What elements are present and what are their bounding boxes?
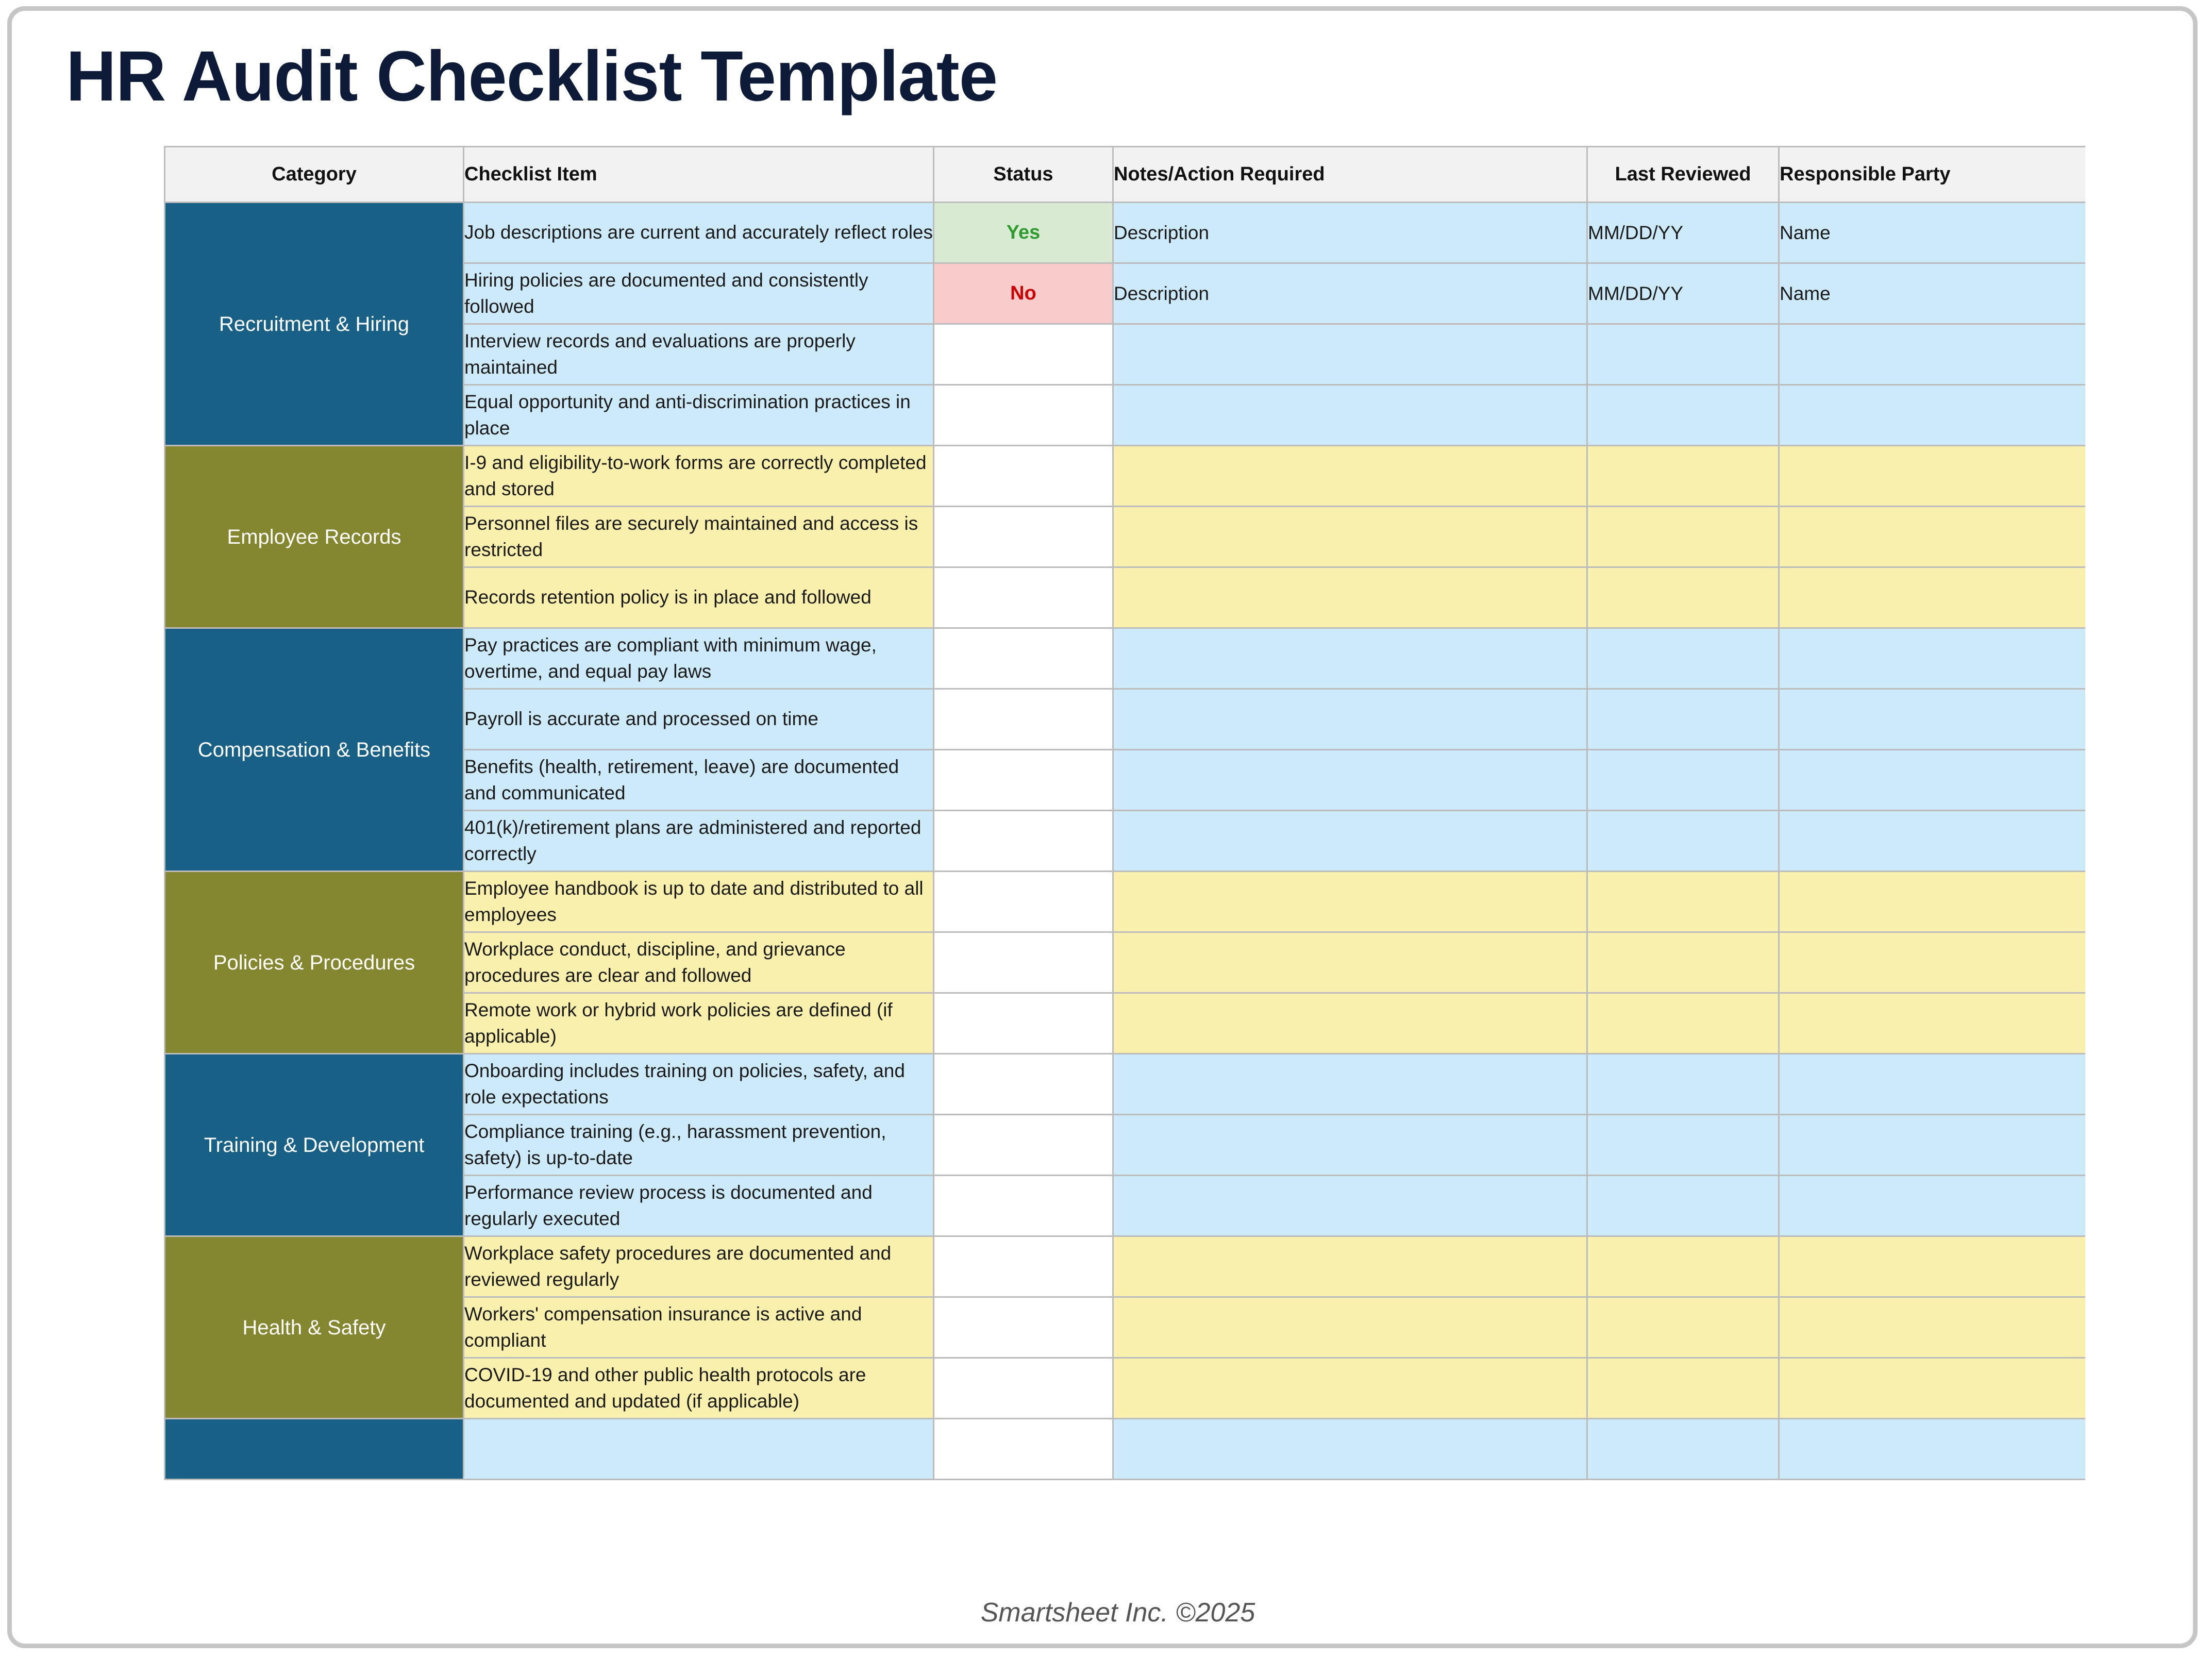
- header-row: [165, 147, 2086, 203]
- table-row: [165, 446, 2086, 507]
- last-reviewed-cell[interactable]: [1587, 628, 1779, 689]
- checklist-item-cell[interactable]: Benefits (health, retirement, leave) are documented and communicated: [464, 750, 934, 811]
- last-reviewed-cell[interactable]: [1587, 750, 1779, 811]
- last-reviewed-cell[interactable]: [1587, 1358, 1779, 1419]
- status-cell[interactable]: [934, 1358, 1113, 1419]
- notes-cell[interactable]: [1113, 324, 1587, 385]
- notes-cell[interactable]: [1113, 811, 1587, 872]
- last-reviewed-cell[interactable]: [1587, 872, 1779, 932]
- category-cell: [165, 1419, 464, 1480]
- table-row: [165, 1419, 2086, 1480]
- footer-copyright: Smartsheet Inc. ©2025: [980, 1598, 1255, 1628]
- responsible-party-cell[interactable]: [1779, 507, 2086, 567]
- category-cell: Recruitment & Hiring: [165, 203, 464, 446]
- column-header-last-reviewed: Last Reviewed: [1587, 147, 1779, 203]
- notes-cell[interactable]: [1113, 1297, 1587, 1358]
- responsible-party-cell[interactable]: [1779, 628, 2086, 689]
- responsible-party-cell[interactable]: [1779, 1236, 2086, 1297]
- checklist-item-cell[interactable]: Interview records and evaluations are properly maintained: [464, 324, 934, 385]
- last-reviewed-cell[interactable]: [1587, 567, 1779, 628]
- checklist-item-cell[interactable]: Personnel files are securely maintained and access is restricted: [464, 507, 934, 567]
- responsible-party-cell[interactable]: [1779, 872, 2086, 932]
- status-cell[interactable]: [934, 1419, 1113, 1480]
- responsible-party-cell[interactable]: [1779, 993, 2086, 1054]
- responsible-party-cell[interactable]: Name: [1779, 203, 2086, 263]
- table-row: [165, 1054, 2086, 1115]
- responsible-party-cell[interactable]: [1779, 1419, 2086, 1480]
- checklist-item-cell[interactable]: [464, 1419, 934, 1480]
- column-header-checklist-item: Checklist Item: [464, 147, 934, 203]
- status-cell[interactable]: [934, 993, 1113, 1054]
- responsible-party-cell[interactable]: [1779, 932, 2086, 993]
- status-cell[interactable]: [934, 385, 1113, 446]
- last-reviewed-cell[interactable]: [1587, 993, 1779, 1054]
- category-cell: Policies & Procedures: [165, 872, 464, 1054]
- checklist-item-cell[interactable]: COVID-19 and other public health protocols are documented and updated (if applicable): [464, 1358, 934, 1419]
- table-header: [165, 147, 2086, 203]
- responsible-party-cell[interactable]: [1779, 1358, 2086, 1419]
- last-reviewed-cell[interactable]: [1587, 689, 1779, 750]
- status-cell[interactable]: [934, 750, 1113, 811]
- last-reviewed-cell[interactable]: [1587, 932, 1779, 993]
- status-cell[interactable]: [934, 872, 1113, 932]
- last-reviewed-cell[interactable]: [1587, 446, 1779, 507]
- notes-cell[interactable]: [1113, 1115, 1587, 1176]
- page-title: HR Audit Checklist Template: [66, 37, 998, 116]
- responsible-party-cell[interactable]: [1779, 567, 2086, 628]
- notes-cell[interactable]: [1113, 750, 1587, 811]
- responsible-party-cell[interactable]: [1779, 750, 2086, 811]
- table-row: [165, 1236, 2086, 1297]
- status-cell[interactable]: Yes: [934, 203, 1113, 263]
- notes-cell[interactable]: Description: [1113, 263, 1587, 324]
- responsible-party-cell[interactable]: [1779, 689, 2086, 750]
- column-header-status: Status: [934, 147, 1113, 203]
- responsible-party-cell[interactable]: [1779, 1054, 2086, 1115]
- responsible-party-cell[interactable]: [1779, 385, 2086, 446]
- status-cell[interactable]: [934, 507, 1113, 567]
- status-cell[interactable]: [934, 446, 1113, 507]
- notes-cell[interactable]: [1113, 1236, 1587, 1297]
- responsible-party-cell[interactable]: [1779, 1115, 2086, 1176]
- last-reviewed-cell[interactable]: [1587, 507, 1779, 567]
- responsible-party-cell[interactable]: [1779, 446, 2086, 507]
- last-reviewed-cell[interactable]: MM/DD/YY: [1587, 203, 1779, 263]
- notes-cell[interactable]: [1113, 628, 1587, 689]
- status-cell[interactable]: No: [934, 263, 1113, 324]
- table-row: [165, 872, 2086, 932]
- notes-cell[interactable]: [1113, 932, 1587, 993]
- status-cell[interactable]: [934, 324, 1113, 385]
- responsible-party-cell[interactable]: [1779, 1176, 2086, 1236]
- hr-audit-checklist-table: [164, 146, 2085, 1480]
- table-row: [165, 203, 2086, 263]
- status-cell[interactable]: [934, 1236, 1113, 1297]
- last-reviewed-cell[interactable]: [1587, 1419, 1779, 1480]
- page-frame: [7, 6, 2198, 1648]
- notes-cell[interactable]: [1113, 689, 1587, 750]
- notes-cell[interactable]: [1113, 1358, 1587, 1419]
- notes-cell[interactable]: [1113, 385, 1587, 446]
- checklist-item-cell[interactable]: Workplace safety procedures are documented and reviewed regularly: [464, 1236, 934, 1297]
- status-cell[interactable]: [934, 1176, 1113, 1236]
- checklist-item-cell[interactable]: Hiring policies are documented and consistently followed: [464, 263, 934, 324]
- notes-cell[interactable]: [1113, 1419, 1587, 1480]
- notes-cell[interactable]: [1113, 872, 1587, 932]
- checklist-item-cell[interactable]: Performance review process is documented and regularly executed: [464, 1176, 934, 1236]
- responsible-party-cell[interactable]: [1779, 324, 2086, 385]
- responsible-party-cell[interactable]: Name: [1779, 263, 2086, 324]
- status-cell[interactable]: [934, 932, 1113, 993]
- checklist-item-cell[interactable]: Remote work or hybrid work policies are defined (if applicable): [464, 993, 934, 1054]
- column-header-responsible-party: Responsible Party: [1779, 147, 2086, 203]
- status-cell[interactable]: [934, 1297, 1113, 1358]
- responsible-party-cell[interactable]: [1779, 1297, 2086, 1358]
- last-reviewed-cell[interactable]: MM/DD/YY: [1587, 263, 1779, 324]
- category-cell: Compensation & Benefits: [165, 628, 464, 872]
- checklist-item-cell[interactable]: Onboarding includes training on policies, safety, and role expectations: [464, 1054, 934, 1115]
- status-cell[interactable]: [934, 628, 1113, 689]
- column-header-notes: Notes/Action Required: [1113, 147, 1587, 203]
- table-row: [165, 628, 2086, 689]
- notes-cell[interactable]: [1113, 507, 1587, 567]
- checklist-item-cell[interactable]: I-9 and eligibility-to-work forms are correctly completed and stored: [464, 446, 934, 507]
- status-cell[interactable]: [934, 811, 1113, 872]
- checklist-table-container: [164, 146, 2085, 1536]
- notes-cell[interactable]: [1113, 567, 1587, 628]
- checklist-item-cell[interactable]: 401(k)/retirement plans are administered and reported correctly: [464, 811, 934, 872]
- notes-cell[interactable]: [1113, 993, 1587, 1054]
- category-cell: Training & Development: [165, 1054, 464, 1236]
- last-reviewed-cell[interactable]: [1587, 1236, 1779, 1297]
- last-reviewed-cell[interactable]: [1587, 811, 1779, 872]
- status-cell[interactable]: [934, 1054, 1113, 1115]
- checklist-item-cell[interactable]: Compliance training (e.g., harassment prevention, safety) is up-to-date: [464, 1115, 934, 1176]
- status-cell[interactable]: [934, 1115, 1113, 1176]
- last-reviewed-cell[interactable]: [1587, 385, 1779, 446]
- checklist-item-cell[interactable]: Records retention policy is in place and followed: [464, 567, 934, 628]
- notes-cell[interactable]: Description: [1113, 203, 1587, 263]
- checklist-item-cell[interactable]: Employee handbook is up to date and distributed to all employees: [464, 872, 934, 932]
- checklist-item-cell[interactable]: Payroll is accurate and processed on time: [464, 689, 934, 750]
- last-reviewed-cell[interactable]: [1587, 1297, 1779, 1358]
- last-reviewed-cell[interactable]: [1587, 324, 1779, 385]
- checklist-item-cell[interactable]: Pay practices are compliant with minimum wage, overtime, and equal pay laws: [464, 628, 934, 689]
- checklist-item-cell[interactable]: Workplace conduct, discipline, and grievance procedures are clear and followed: [464, 932, 934, 993]
- checklist-item-cell[interactable]: Workers' compensation insurance is active and compliant: [464, 1297, 934, 1358]
- notes-cell[interactable]: [1113, 1054, 1587, 1115]
- status-cell[interactable]: [934, 567, 1113, 628]
- last-reviewed-cell[interactable]: [1587, 1054, 1779, 1115]
- responsible-party-cell[interactable]: [1779, 811, 2086, 872]
- notes-cell[interactable]: [1113, 446, 1587, 507]
- category-cell: Employee Records: [165, 446, 464, 628]
- column-header-category: Category: [165, 147, 464, 203]
- last-reviewed-cell[interactable]: [1587, 1176, 1779, 1236]
- last-reviewed-cell[interactable]: [1587, 1115, 1779, 1176]
- table-body: [165, 203, 2086, 1480]
- checklist-item-cell[interactable]: Equal opportunity and anti-discrimination practices in place: [464, 385, 934, 446]
- status-cell[interactable]: [934, 689, 1113, 750]
- notes-cell[interactable]: [1113, 1176, 1587, 1236]
- checklist-item-cell[interactable]: Job descriptions are current and accurately reflect roles: [464, 203, 934, 263]
- category-cell: Health & Safety: [165, 1236, 464, 1419]
